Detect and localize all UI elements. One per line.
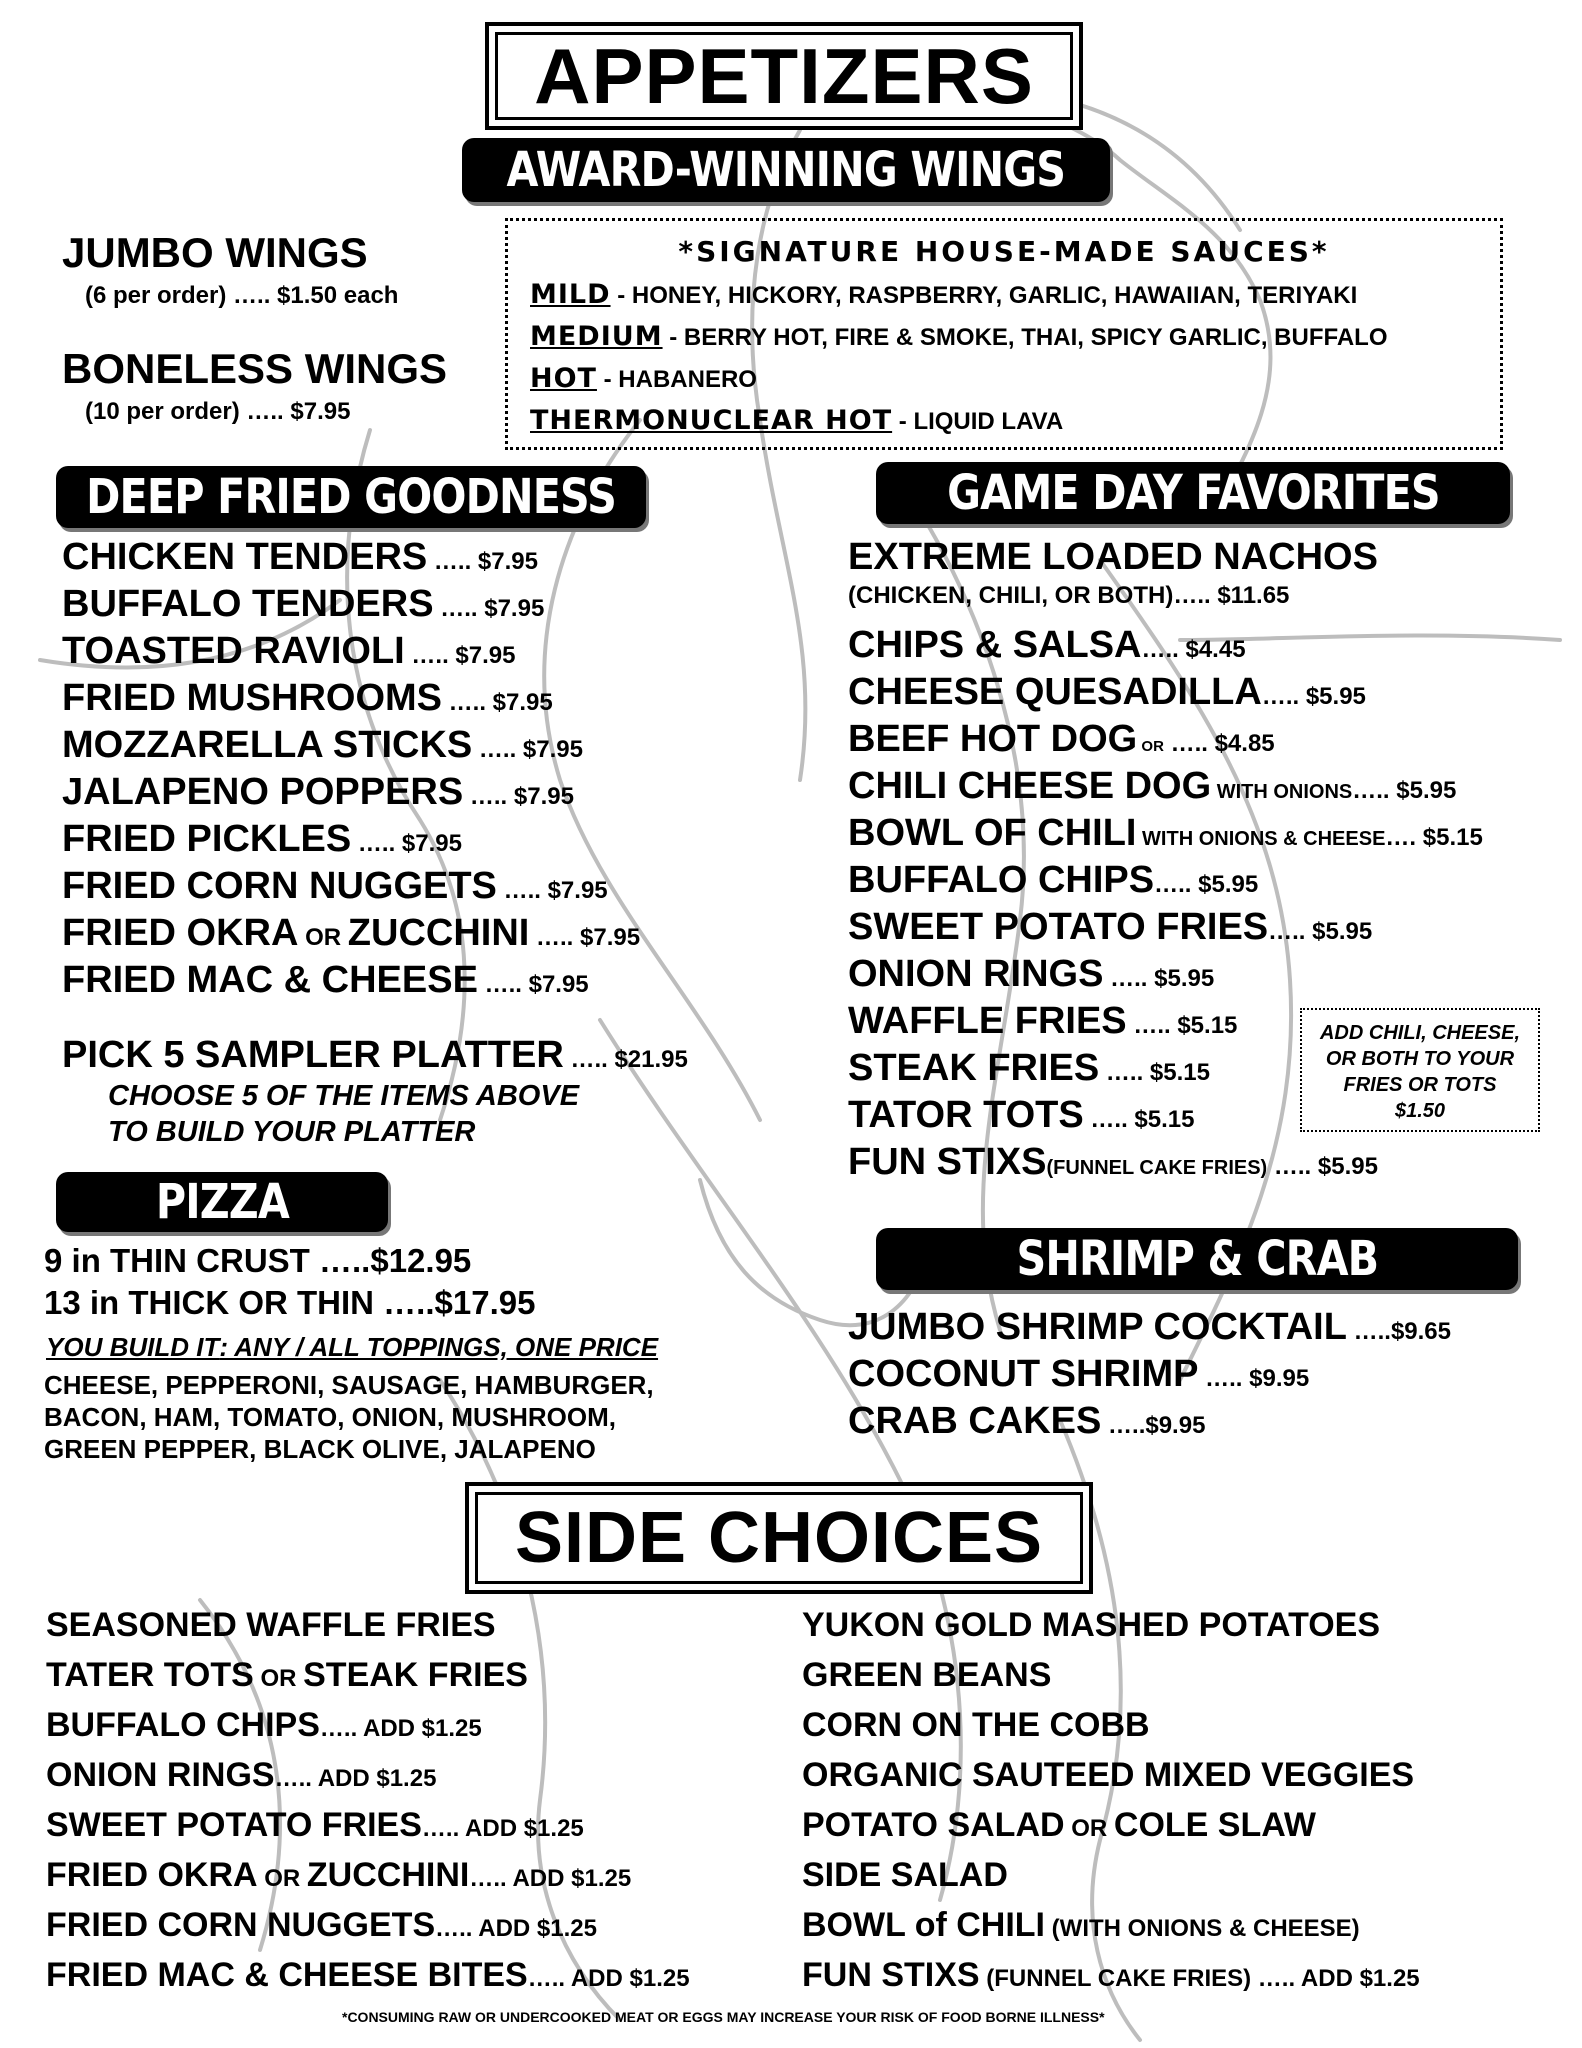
- shrimp-crab-banner: [876, 1228, 1518, 1290]
- menu-item: [62, 726, 583, 764]
- item-name: ZUCCHINI: [306, 1856, 470, 1894]
- item-name: SWEET POTATO FRIES: [848, 906, 1269, 948]
- game-day-banner-label: GAME DAY FAVORITES: [946, 465, 1440, 521]
- item-extra: (FUNNEL CAKE FRIES): [1046, 1157, 1268, 1179]
- side-item: [46, 1808, 584, 1842]
- sauce-line-hot: [530, 363, 757, 394]
- menu-item: [848, 1143, 1378, 1181]
- item-name: FRIED CORN NUGGETS: [62, 865, 497, 907]
- menu-item: [848, 767, 1456, 805]
- build-lead: YOU BUILD IT: [46, 1332, 220, 1362]
- menu-item: [848, 861, 1258, 899]
- side-item: [802, 1608, 1380, 1642]
- side-item: [802, 1908, 1360, 1942]
- item-name: BOWL of CHILI: [802, 1906, 1045, 1944]
- item-price: ….. $7.95: [427, 548, 538, 575]
- item-extra: WITH ONIONS & CHEESE: [1136, 828, 1386, 850]
- menu-item: [62, 820, 462, 858]
- item-name: JALAPENO POPPERS: [62, 771, 464, 813]
- pizza-banner: [56, 1172, 388, 1232]
- sampler-note-2: TO BUILD YOUR PLATTER: [108, 1116, 476, 1148]
- item-price: ….. $7.95: [404, 642, 516, 669]
- item-name: ORGANIC SAUTEED MIXED VEGGIES: [802, 1756, 1415, 1794]
- menu-item: [848, 1049, 1210, 1087]
- item-extra: WITH ONIONS: [1211, 781, 1353, 803]
- item-price: ….. $5.95: [1267, 1153, 1378, 1180]
- add-chili-note: [1300, 1008, 1540, 1132]
- sauce-line-mild: [530, 279, 1357, 310]
- menu-item: [848, 955, 1214, 993]
- side-item: [802, 1858, 1008, 1892]
- pizza-line-1: 9 in THIN CRUST …..$12.95: [44, 1242, 472, 1279]
- item-name: FRIED OKRA: [62, 912, 299, 954]
- menu-item: [848, 1096, 1194, 1134]
- sauce-list: - BERRY HOT, FIRE & SMOKE, THAI, SPICY GARLIC, BUFFALO: [662, 324, 1388, 351]
- side-item: [802, 1958, 1420, 1992]
- pizza-toppings-1: CHEESE, PEPPERONI, SAUSAGE, HAMBURGER,: [44, 1370, 654, 1400]
- wings-banner: [462, 138, 1110, 202]
- menu-item: [62, 867, 608, 905]
- item-name: FRIED MAC & CHEESE BITES: [46, 1956, 528, 1994]
- menu-item: [62, 632, 515, 670]
- nachos-name: EXTREME LOADED NACHOS: [848, 536, 1378, 578]
- side-item: [46, 1708, 482, 1742]
- item-name: YUKON GOLD MASHED POTATOES: [802, 1606, 1381, 1644]
- item-extra: ….. ADD $1.25: [527, 1965, 690, 1992]
- item-name: CHIPS & SALSA: [848, 624, 1142, 666]
- side-choices-title: SIDE CHOICES: [514, 1498, 1044, 1578]
- item-price: ….. $5.15: [1126, 1012, 1238, 1039]
- item-price: ….. $5.95: [1268, 918, 1373, 945]
- item-name: FRIED PICKLES: [62, 818, 352, 860]
- side-item: [802, 1808, 1316, 1842]
- menu-item: [62, 773, 574, 811]
- item-name: BEEF HOT DOG: [848, 718, 1138, 760]
- note-line: ADD CHILI, CHEESE,: [1319, 1022, 1521, 1044]
- side-item: [46, 1758, 436, 1792]
- item-name: GREEN BEANS: [802, 1656, 1052, 1694]
- menu-item: [848, 1355, 1309, 1393]
- item-name: MOZZARELLA STICKS: [62, 724, 473, 766]
- pizza-toppings-2: BACON, HAM, TOMATO, ONION, MUSHROOM,: [44, 1402, 616, 1432]
- item-name: SWEET POTATO FRIES: [46, 1806, 422, 1844]
- menu-item: [848, 1002, 1237, 1040]
- item-extra: (WITH ONIONS & CHEESE): [1045, 1915, 1360, 1942]
- item-extra: ….. ADD $1.25: [469, 1865, 632, 1892]
- item-name: CORN ON THE COBB: [802, 1706, 1150, 1744]
- side-item: [46, 1958, 690, 1992]
- menu-item: [848, 908, 1372, 946]
- item-name: CHILI CHEESE DOG: [848, 765, 1212, 807]
- boneless-wings-detail: (10 per order) ….. $7.95: [85, 398, 351, 425]
- item-name: SEASONED WAFFLE FRIES: [46, 1606, 496, 1644]
- menu-item: [62, 961, 589, 999]
- item-name: ONION RINGS: [848, 953, 1104, 995]
- sauce-list: - HONEY, HICKORY, RASPBERRY, GARLIC, HAWAIIAN, TERIYAKI: [610, 282, 1358, 309]
- sauce-list: - LIQUID LAVA: [892, 408, 1064, 435]
- item-extra: ….. ADD $1.25: [435, 1915, 597, 1942]
- item-name: BUFFALO CHIPS: [46, 1706, 320, 1744]
- item-name: TATOR TOTS: [848, 1094, 1084, 1136]
- side-item: [46, 1658, 528, 1692]
- item-name: TOASTED RAVIOLI: [62, 630, 405, 672]
- item-price: ….. $4.85: [1163, 730, 1275, 757]
- item-price: ….. $5.95: [1103, 965, 1215, 992]
- appetizers-title-box: [485, 22, 1083, 130]
- item-name: POTATO SALAD: [802, 1806, 1065, 1844]
- item-name: FRIED MAC & CHEESE: [62, 959, 478, 1001]
- side-item: [802, 1758, 1414, 1792]
- side-item: [802, 1658, 1051, 1692]
- sauce-level: MEDIUM: [530, 321, 663, 352]
- sauce-level: MILD: [530, 279, 611, 310]
- menu-item: [848, 720, 1275, 758]
- item-name: SIDE SALAD: [802, 1856, 1008, 1894]
- item-or: OR: [257, 1865, 307, 1892]
- item-extra: (FUNNEL CAKE FRIES) ….. ADD $1.25: [979, 1965, 1420, 1992]
- item-name: FUN STIXS: [802, 1956, 980, 1994]
- item-name: CRAB CAKES: [848, 1400, 1102, 1442]
- item-name: BUFFALO TENDERS: [62, 583, 434, 625]
- sampler-platter: [62, 1036, 688, 1074]
- boneless-wings-name: BONELESS WINGS: [62, 345, 448, 392]
- item-price: ….. $7.95: [442, 689, 553, 716]
- sauce-level: THERMONUCLEAR HOT: [530, 405, 893, 436]
- note-line: $1.50: [1394, 1100, 1446, 1122]
- menu-item: [62, 538, 538, 576]
- item-or: OR: [253, 1665, 304, 1692]
- side-item: [802, 1708, 1150, 1742]
- menu-item: [848, 814, 1483, 852]
- menu-item: [848, 673, 1366, 711]
- item-extra: OR: [1137, 738, 1164, 755]
- item-price: ….. $7.95: [351, 830, 462, 857]
- note-line: FRIES OR TOTS: [1343, 1074, 1497, 1096]
- note-line: OR BOTH TO YOUR: [1325, 1048, 1515, 1070]
- item-price: ….. $5.95: [1261, 683, 1366, 710]
- item-name: CHEESE QUESADILLA: [848, 671, 1262, 713]
- item-name: BUFFALO CHIPS: [848, 859, 1155, 901]
- item-name: ONION RINGS: [46, 1756, 275, 1794]
- side-choices-title-box: [465, 1482, 1093, 1594]
- signature-sauces-box: [505, 218, 1503, 450]
- menu-item: [848, 626, 1246, 664]
- pizza-line-2: 13 in THICK OR THIN …..$17.95: [44, 1284, 536, 1321]
- item-extra: ….. ADD $1.25: [421, 1815, 584, 1842]
- sauce-level: HOT: [530, 363, 597, 394]
- item-price: ….. $5.95: [1154, 871, 1259, 898]
- sampler-note-1: CHOOSE 5 OF THE ITEMS ABOVE: [108, 1080, 580, 1112]
- item-or: OR: [298, 924, 348, 951]
- menu-item: [62, 679, 553, 717]
- item-price: …. $5.15: [1385, 824, 1483, 851]
- item-price: ….. $7.95: [496, 877, 608, 904]
- item-name: FUN STIXS: [848, 1141, 1047, 1183]
- item-price: …..$9.95: [1101, 1412, 1206, 1439]
- item-name: TATER TOTS: [46, 1656, 254, 1694]
- deep-fried-banner-label: DEEP FRIED GOODNESS: [86, 469, 616, 525]
- item-name: STEAK FRIES: [303, 1656, 528, 1694]
- nachos-detail: (CHICKEN, CHILI, OR BOTH)….. $11.65: [848, 582, 1290, 609]
- item-price: ….. $7.95: [463, 783, 574, 810]
- pizza-toppings-3: GREEN PEPPER, BLACK OLIVE, JALAPENO: [44, 1434, 596, 1464]
- shrimp-crab-banner-label: SHRIMP & CRAB: [1016, 1231, 1378, 1287]
- item-name: BOWL OF CHILI: [848, 812, 1137, 854]
- side-item: [46, 1858, 631, 1892]
- item-price: …..$9.65: [1346, 1318, 1451, 1345]
- menu-item: [62, 585, 544, 623]
- sauce-list: - HABANERO: [596, 366, 757, 393]
- pizza-build-it: [46, 1334, 658, 1360]
- jumbo-wings-name: JUMBO WINGS: [62, 229, 368, 276]
- item-price: ….. $7.95: [529, 924, 641, 951]
- item-name: FRIED MUSHROOMS: [62, 677, 442, 719]
- item-name: FRIED CORN NUGGETS: [46, 1906, 436, 1944]
- item-price: ….. $5.15: [1083, 1106, 1195, 1133]
- item-name: JUMBO SHRIMP COCKTAIL: [848, 1306, 1347, 1348]
- sauces-heading: *SIGNATURE HOUSE-MADE SAUCES*: [678, 235, 1330, 268]
- item-price: ….. $7.95: [433, 595, 545, 622]
- pizza-banner-label: PIZZA: [155, 1174, 289, 1230]
- side-item: [46, 1608, 496, 1642]
- item-name: ZUCCHINI: [347, 912, 530, 954]
- item-name: COLE SLAW: [1113, 1806, 1317, 1844]
- item-extra: ….. ADD $1.25: [274, 1765, 437, 1792]
- item-price: ….. $9.95: [1198, 1365, 1310, 1392]
- item-price: ….. $5.95: [1352, 777, 1457, 804]
- item-extra: ….. ADD $1.25: [319, 1715, 482, 1742]
- item-price: ….. $4.45: [1141, 636, 1246, 663]
- game-day-banner: [876, 462, 1510, 524]
- item-name: PICK 5 SAMPLER PLATTER: [62, 1034, 564, 1076]
- sauce-line-thermonuclear: [530, 405, 1063, 436]
- menu-item: [848, 1402, 1205, 1440]
- item-price: ….. $5.15: [1099, 1059, 1210, 1086]
- item-price: ….. $7.95: [472, 736, 583, 763]
- food-safety-footer: *CONSUMING RAW OR UNDERCOOKED MEAT OR EGGS MAY INCREASE YOUR RISK OF FOOD BORNE ILLNESS*: [342, 2009, 1105, 2025]
- build-rest: : ANY / ALL TOPPINGS, ONE PRICE: [219, 1332, 659, 1362]
- menu-item: [848, 1308, 1451, 1346]
- item-name: WAFFLE FRIES: [848, 1000, 1127, 1042]
- jumbo-wings-detail: (6 per order) ….. $1.50 each: [85, 282, 399, 309]
- item-name: STEAK FRIES: [848, 1047, 1100, 1089]
- item-name: FRIED OKRA: [46, 1856, 258, 1894]
- appetizers-title: APPETIZERS: [534, 31, 1034, 120]
- deep-fried-banner: [56, 466, 646, 528]
- wings-banner-label: AWARD-WINNING WINGS: [506, 142, 1066, 198]
- item-or: OR: [1064, 1815, 1114, 1842]
- item-price: ….. $7.95: [477, 971, 589, 998]
- item-price: ….. $21.95: [563, 1046, 688, 1073]
- item-name: COCONUT SHRIMP: [848, 1353, 1199, 1395]
- side-item: [46, 1908, 597, 1942]
- sauce-line-medium: [530, 321, 1388, 352]
- menu-item: [62, 914, 640, 952]
- item-name: CHICKEN TENDERS: [62, 536, 428, 578]
